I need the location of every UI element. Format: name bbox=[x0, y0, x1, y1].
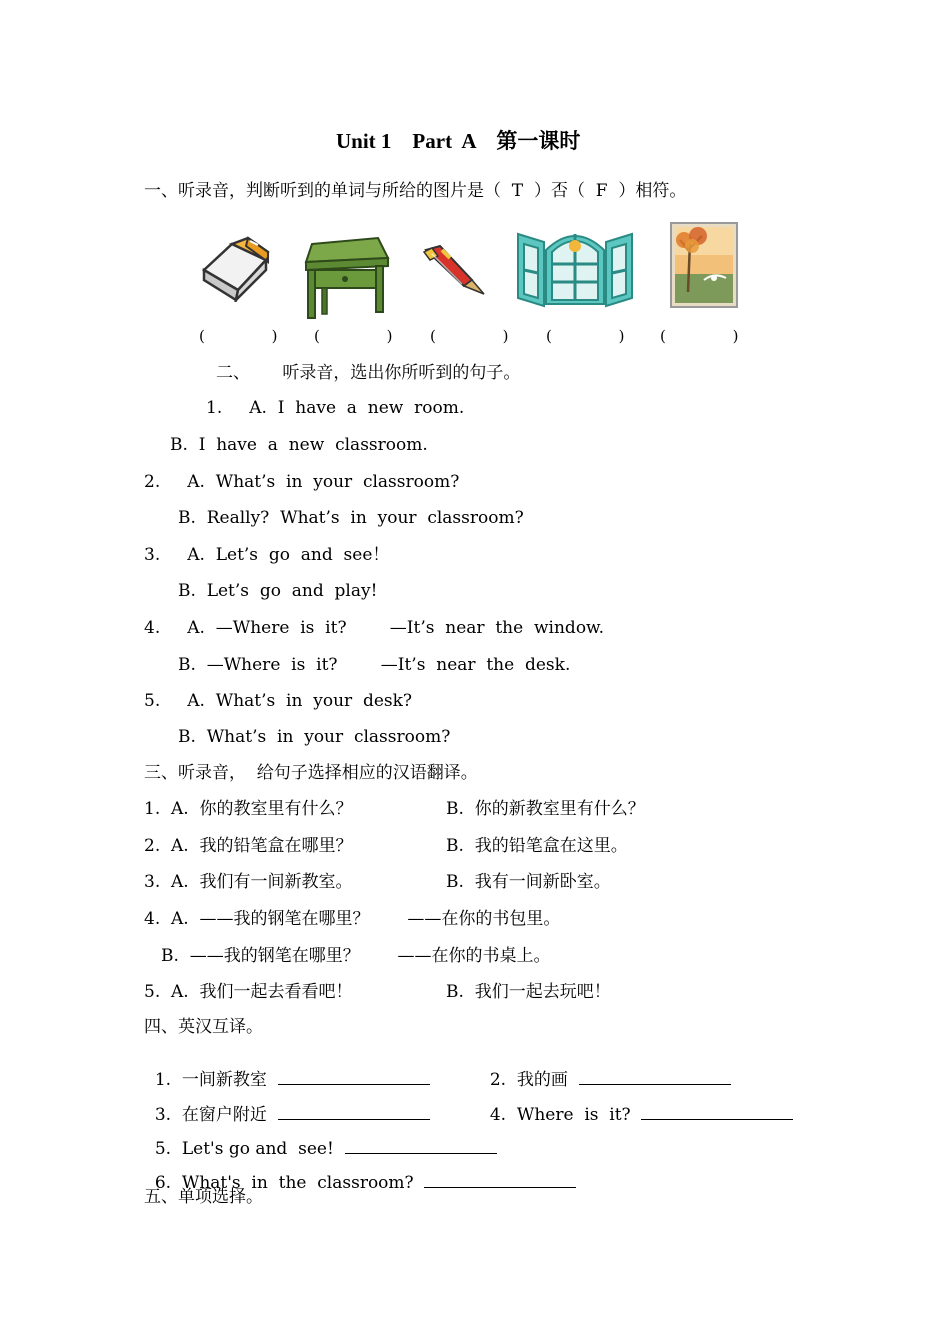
s3-item3-b: B. 我有一间新卧室。 bbox=[446, 872, 611, 892]
s2-item2-b: B. Really? What’s in your classroom? bbox=[178, 508, 524, 528]
s2-item4-b: B. —Where is it? —It’s near the desk. bbox=[178, 655, 571, 675]
s2-item4-a: 4. A. —Where is it? —It’s near the window. bbox=[144, 618, 604, 638]
s4-item1-blank[interactable] bbox=[278, 1070, 430, 1085]
s4-item1-label: 1. 一间新教室 bbox=[154, 1070, 267, 1090]
s4-item4-label: 4. Where is it? bbox=[489, 1105, 631, 1125]
s3-item3-a: 3. A. 我们有一间新教室。 bbox=[144, 872, 353, 892]
answer-blank-5[interactable]: ( ) bbox=[660, 327, 739, 345]
s4-item4 bbox=[479, 1088, 793, 1124]
s4-item5 bbox=[144, 1122, 497, 1158]
eraser-picture bbox=[198, 236, 270, 302]
s4-item1 bbox=[144, 1053, 430, 1089]
s4-item6-label: 6. What's in the classroom? bbox=[154, 1173, 414, 1193]
s2-item3-a: 3. A. Let’s go and see！ bbox=[144, 545, 390, 565]
s2-item1-b: B. I have a new classroom. bbox=[170, 435, 428, 455]
s4-item6-blank[interactable] bbox=[424, 1173, 576, 1188]
s3-item1-a: 1. A. 你的教室里有什么？ bbox=[144, 799, 353, 819]
s2-item3-b: B. Let’s go and play! bbox=[178, 581, 378, 601]
section1-heading: 一、听录音，判断听到的单词与所给的图片是（ T ）否（ F ）相符。 bbox=[144, 181, 687, 201]
section3-heading: 三、听录音， 给句子选择相应的汉语翻译。 bbox=[144, 763, 478, 783]
s3-item4-a: 4. A. ——我的钢笔在哪里？ ——在你的书包里。 bbox=[144, 909, 561, 929]
s3-item5-a: 5. A. 我们一起去看看吧！ bbox=[144, 982, 353, 1002]
section4-heading: 四、英汉互译。 bbox=[144, 1017, 263, 1037]
s3-item2-a: 2. A. 我的铅笔盒在哪里？ bbox=[144, 836, 353, 856]
answer-blank-2[interactable]: ( ) bbox=[314, 327, 393, 345]
s2-item5-b: B. What’s in your classroom? bbox=[178, 727, 451, 747]
s3-item4-b: B. ——我的钢笔在哪里？ ——在你的书桌上。 bbox=[161, 946, 551, 966]
page-title: Unit 1 Part A 第一课时 bbox=[336, 129, 581, 153]
pen-picture bbox=[418, 244, 488, 298]
section2-heading: 二、 听录音，选出你所听到的句子。 bbox=[216, 363, 521, 383]
s3-item1-b: B. 你的新教室里有什么？ bbox=[446, 799, 645, 819]
desk-picture bbox=[302, 236, 390, 320]
answer-blank-4[interactable]: ( ) bbox=[546, 327, 625, 345]
s4-item3-label: 3. 在窗户附近 bbox=[154, 1105, 267, 1125]
s3-item5-b: B. 我们一起去玩吧！ bbox=[446, 982, 611, 1002]
s4-item3 bbox=[144, 1088, 430, 1124]
s2-item1-a: 1. A. I have a new room. bbox=[206, 398, 465, 418]
s4-item3-blank[interactable] bbox=[278, 1105, 430, 1120]
window-picture bbox=[516, 220, 634, 308]
s4-item2-label: 2. 我的画 bbox=[489, 1070, 568, 1090]
s4-item2-blank[interactable] bbox=[579, 1070, 731, 1085]
painting-picture bbox=[670, 222, 738, 308]
s3-item2-b: B. 我的铅笔盒在这里。 bbox=[446, 836, 628, 856]
answer-blank-1[interactable]: ( ) bbox=[199, 327, 278, 345]
s4-item2 bbox=[479, 1053, 731, 1089]
s4-item5-label: 5. Let's go and see! bbox=[154, 1139, 334, 1159]
s2-item5-a: 5. A. What’s in your desk? bbox=[144, 691, 413, 711]
section5-heading: 五、单项选择。 bbox=[144, 1187, 263, 1207]
s4-item4-blank[interactable] bbox=[641, 1105, 793, 1120]
s4-item5-blank[interactable] bbox=[345, 1139, 497, 1154]
answer-blank-3[interactable]: ( ) bbox=[430, 327, 509, 345]
s2-item2-a: 2. A. What’s in your classroom? bbox=[144, 472, 460, 492]
